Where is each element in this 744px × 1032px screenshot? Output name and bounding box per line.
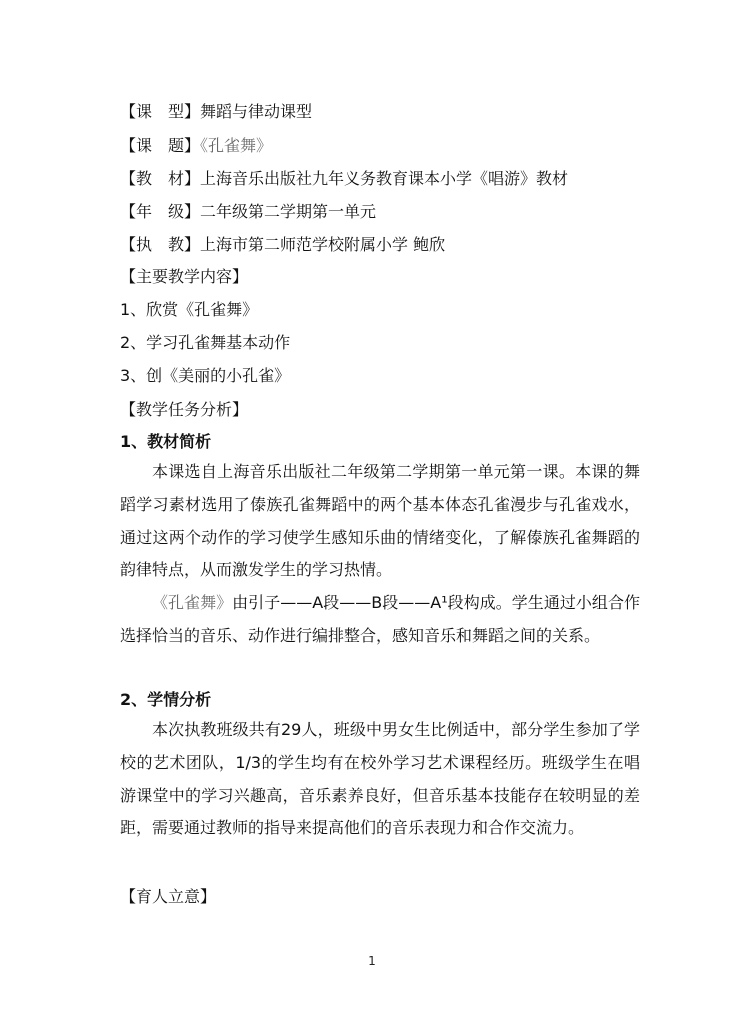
education-heading: 【育人立意】 bbox=[120, 887, 217, 906]
content-item: 2、学习孔雀舞基本动作 bbox=[120, 333, 291, 352]
content-item: 3、创《美丽的小孔雀》 bbox=[120, 366, 291, 385]
value: 二年级第二学期第一单元 bbox=[200, 202, 377, 221]
main-content-heading: 【主要教学内容】 bbox=[120, 267, 249, 286]
header-line-title bbox=[120, 136, 640, 156]
section-title: 2、学情分析 bbox=[120, 690, 212, 709]
page-number: 1 bbox=[368, 954, 376, 968]
value: 上海音乐出版社九年义务教育课本小学《唱游》教材 bbox=[200, 169, 569, 188]
task-analysis-heading: 【教学任务分析】 bbox=[120, 400, 249, 419]
value: 上海市第二师范学校附属小学 鲍欣 bbox=[200, 235, 446, 254]
label: 【课 型】 bbox=[120, 102, 201, 121]
paragraph-text: 由引子——A段——B段——A¹段构成。学生通过小组合作选择恰当的音乐、动作进行编排整合，感知音乐和舞蹈之间的关系。 bbox=[120, 593, 640, 645]
header-line-teacher bbox=[120, 235, 640, 255]
quote: 《孔雀舞》 bbox=[152, 593, 233, 612]
paragraph: 本课选自上海音乐出版社二年级第二学期第一单元第一课。本课的舞蹈学习素材选用了傣族孔雀舞蹈中的两个基本体态孔雀漫步与孔雀戏水，通过这两个动作的学习使学生感知乐曲的情绪变化，了解傣族孔雀舞蹈的韵律特点，从而激发学生的学习热情。 bbox=[120, 462, 640, 580]
label: 【执 教】 bbox=[120, 235, 201, 254]
label: 【教 材】 bbox=[120, 169, 201, 188]
content-item: 1、欣赏《孔雀舞》 bbox=[120, 300, 259, 319]
label: 【课 题】 bbox=[120, 136, 201, 155]
paragraph: 本次执教班级共有29人，班级中男女生比例适中，部分学生参加了学校的艺术团队，1/3的学生均有在校外学习艺术课程经历。班级学生在唱游课堂中的学习兴趣高，音乐素养良好，但音乐基本技能存在较明显的差距，需要通过教师的指导来提高他们的音乐表现力和合作交流力。 bbox=[120, 720, 640, 838]
header-line-type bbox=[120, 102, 640, 122]
section-title: 1、教材简析 bbox=[120, 432, 212, 451]
header-line-grade bbox=[120, 202, 640, 222]
header-line-textbook bbox=[120, 169, 640, 189]
label: 【年 级】 bbox=[120, 202, 201, 221]
paragraph bbox=[120, 587, 640, 653]
value: 舞蹈与律动课型 bbox=[200, 102, 313, 121]
value: 《孔雀舞》 bbox=[200, 136, 273, 155]
